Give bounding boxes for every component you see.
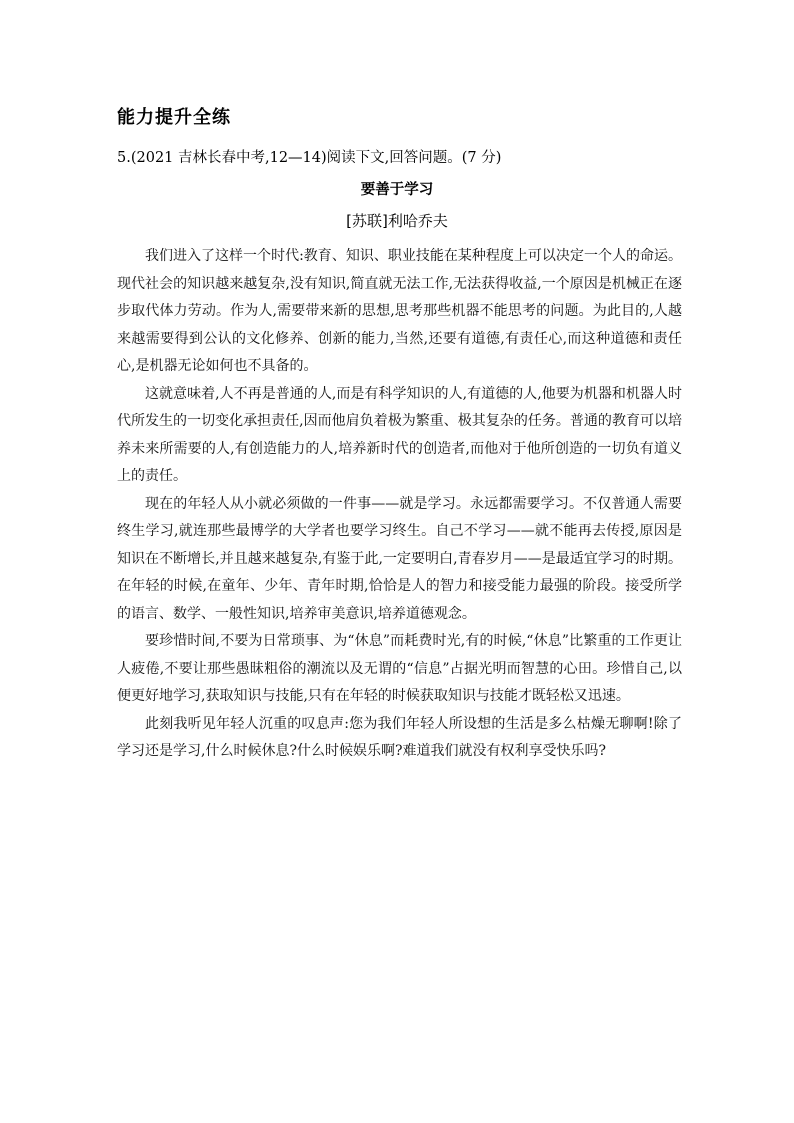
article-title: 要善于学习 xyxy=(360,182,434,198)
question-header: 5.(2021 吉林长春中考,12—14)阅读下文,回答问题。(7 分) xyxy=(117,150,502,166)
paragraph-5: 此刻我听见年轻人沉重的叹息声:您为我们年轻人所设想的生活是多么枯燥无聊啊!除了学习还是学习,什么时候休息?什么时候娱乐啊?难道我们就没有权利享受快乐吗? xyxy=(117,715,682,759)
paragraph-4: 要珍惜时间,不要为日常琐事、为“休息”而耗费时光,有的时候,“休息”比繁重的工作更让人疲倦,不要让那些愚昧粗俗的潮流以及无谓的“信息”占据光明而智慧的心田。珍惜自己,以便更好地学习,获取知识与技能,只有在年轻的时候获取知识与技能才既轻松又迅速。 xyxy=(117,633,682,704)
paragraph-2: 这就意味着,人不再是普通的人,而是有科学知识的人,有道德的人,他要为机器和机器人时代所发生的一切变化承担责任,因而他肩负着极为繁重、极其复杂的任务。普通的教育可以培养未来所需要的人,有创造能力的人,培养新时代的创造者,而他对于他所创造的一切负有道义上的责任。 xyxy=(117,385,682,484)
article-author: [苏联]利哈乔夫 xyxy=(346,212,448,230)
paragraph-3: 现在的年轻人从小就必须做的一件事——就是学习。永远都需要学习。不仅普通人需要终生学习,就连那些最博学的大学者也要学习终生。自己不学习——就不能再去传授,原因是知识在不断增长,并且越来越复杂,有鉴于此,一定要明白,青春岁月——是最适宜学习的时期。在年轻的时候,在童年、少年、青年时期,恰恰是人的智力和接受能力最强的阶段。接受所学的语言、数学、一般性知识,培养审美意识,培养道德观念。 xyxy=(117,495,682,622)
article-body xyxy=(117,243,682,766)
paragraph-1: 我们进入了这样一个时代:教育、知识、职业技能在某种程度上可以决定一个人的命运。现代社会的知识越来越复杂,没有知识,简直就无法工作,无法获得收益,一个原因是机械正在逐步取代体力劳动。作为人,需要带来新的思想,思考那些机器不能思考的问题。为此目的,人越来越需要得到公认的文化修养、创新的能力,当然,还要有道德,有责任心,而这种道德和责任心,是机器无论如何也不具备的。 xyxy=(117,248,682,374)
section-title: 能力提升全练 xyxy=(117,107,231,128)
